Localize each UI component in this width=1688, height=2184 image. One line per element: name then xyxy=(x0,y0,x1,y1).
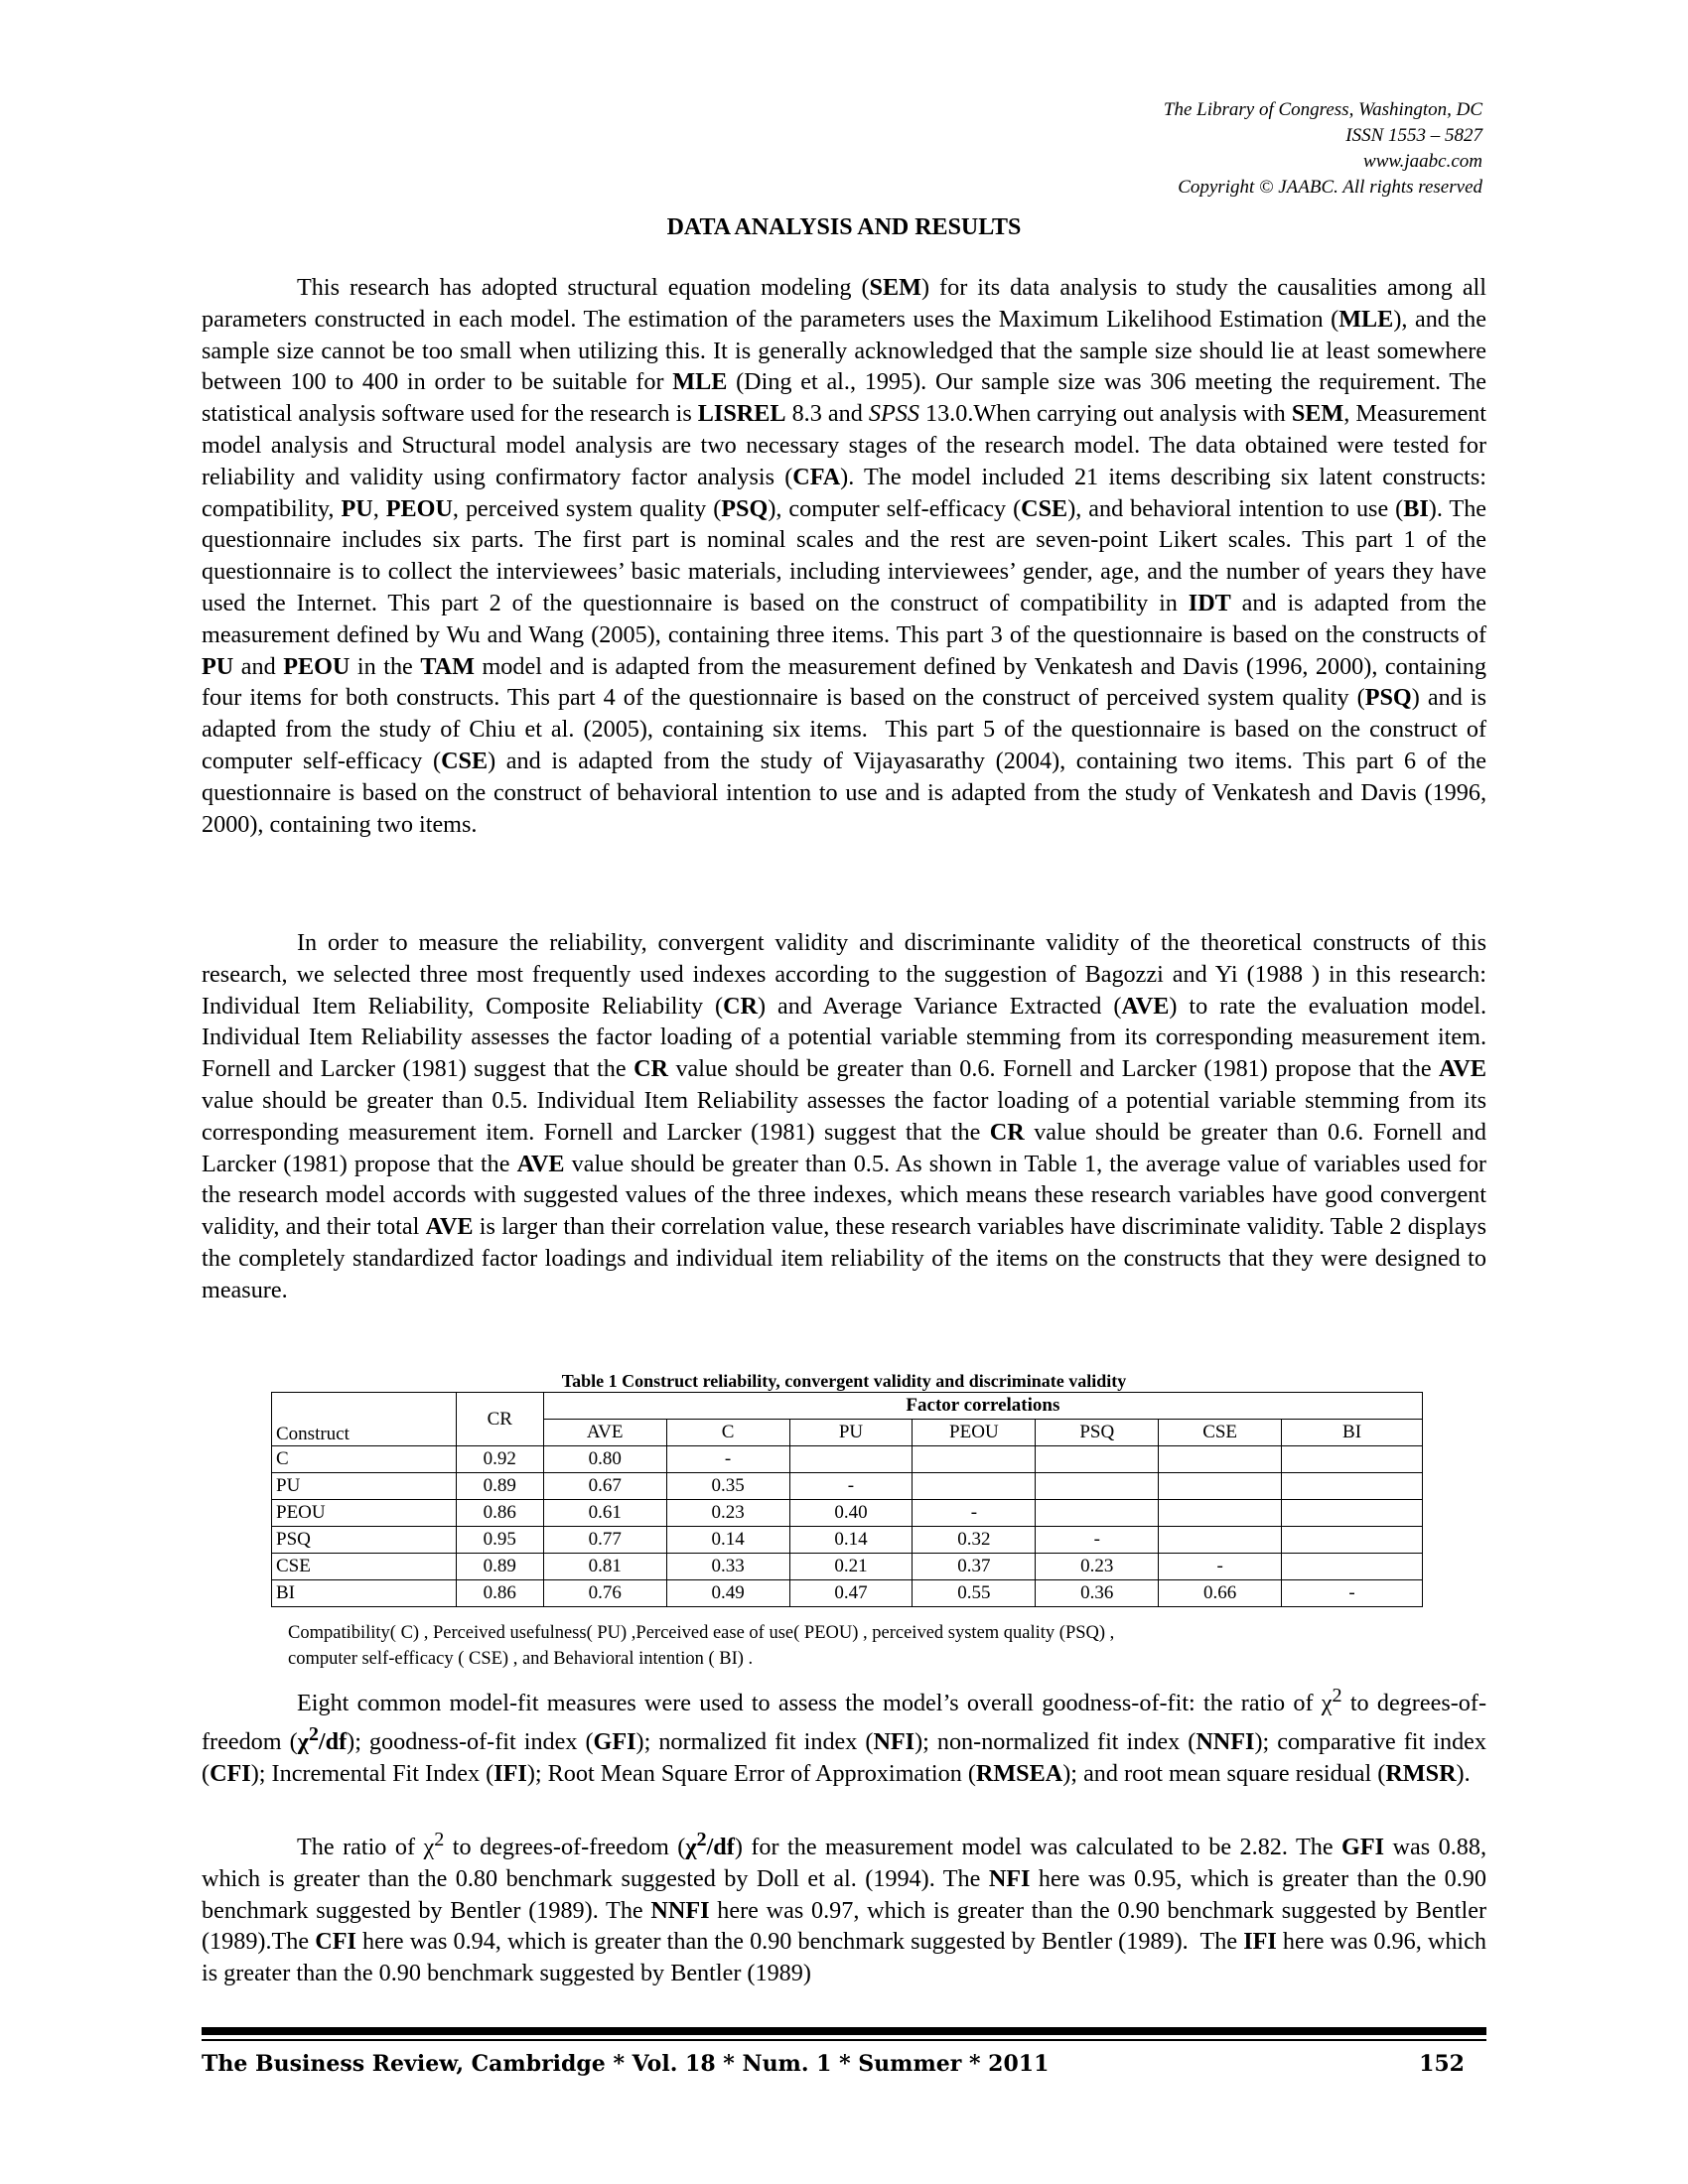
header-line-3: www.jaabc.com xyxy=(1363,151,1482,172)
table-cell: 0.55 xyxy=(913,1580,1036,1607)
table-cell: 0.66 xyxy=(1159,1580,1282,1607)
row-label: C xyxy=(272,1446,457,1473)
table-cell: 0.21 xyxy=(789,1554,913,1580)
table-cell: 0.23 xyxy=(666,1500,789,1527)
table-cell: - xyxy=(666,1446,789,1473)
table-cell: 0.92 xyxy=(456,1446,543,1473)
table-cell: - xyxy=(1159,1554,1282,1580)
table-cell: 0.76 xyxy=(543,1580,666,1607)
table-cell xyxy=(1036,1473,1159,1500)
construct-table xyxy=(271,1392,1423,1607)
header-line-2: ISSN 1553 – 5827 xyxy=(1345,125,1482,146)
table-cell: 0.80 xyxy=(543,1446,666,1473)
table-head-col: AVE xyxy=(543,1420,666,1446)
table-cell: 0.49 xyxy=(666,1580,789,1607)
table-cell xyxy=(789,1446,913,1473)
table-cell: 0.36 xyxy=(1036,1580,1159,1607)
header-line-1: The Library of Congress, Washington, DC xyxy=(1163,99,1482,120)
paragraph-1: This research has adopted structural equation modeling (SEM) for its data analysis to study the causalities among all parameters constructed in each model. The estimation of the parameters uses the Maximum Likelihood Estimation (MLE), and the sample size cannot be too small when utilizing this. It is generally acknowledged that the sample size should lie at least somewhere between 100 to 400 in order to be suitable for MLE (Ding et al., 1995). Our sample size was 306 meeting the requirement. The statistical analysis software used for the research is LISREL 8.3 and SPSS 13.0.When carrying out analysis with SEM, Measurement model analysis and Structural model analysis are two necessary stages of the research model. The data obtained were tested for reliability and validity using confirmatory factor analysis (CFA). The model included 21 items describing six latent constructs: compatibility, PU, PEOU, perceived system quality (PSQ), computer self-efficacy (CSE), and behavioral intention to use (BI). The questionnaire includes six parts. The first part is nominal scales and the rest are seven-point Likert scales. This part 1 of the questionnaire is to collect the interviewees’ basic materials, including interviewees’ gender, age, and the number of years they have used the Internet. This part 2 of the questionnaire is based on the construct of compatibility in IDT and is adapted from the measurement defined by Wu and Wang (2005), containing three items. This part 3 of the questionnaire is based on the constructs of PU and PEOU in the TAM model and is adapted from the measurement defined by Venkatesh and Davis (1996, 2000), containing four items for both constructs. This part 4 of the questionnaire is based on the construct of perceived system quality (PSQ) and is adapted from the study of Chiu et al. (2005), containing six items. This part 5 of the questionnaire is based on the construct of computer self-efficacy (CSE) and is adapted from the study of Vijayasarathy (2004), containing two items. This part 6 of the questionnaire is based on the construct of behavioral intention to use and is adapted from the study of Venkatesh and Davis (1996, 2000), containing two items. xyxy=(202,274,1487,838)
table-head-construct: Construct xyxy=(272,1393,457,1446)
paragraph-3: Eight common model-fit measures were used to assess the model’s overall goodness-of-fit: the ratio of $\chi^2$ to degrees-of-freedom $(\chi^2/df)$; goodness-of-fit index (GFI); normalized fit index (NFI); non-normalized fit index (NNFI); comparative fit index (CFI); Incremental Fit Index (IFI); Root Mean Square Error of Approximation (RMSEA); and root mean square residual (RMSR). xyxy=(202,1685,1486,1787)
table-cell: 0.37 xyxy=(913,1554,1036,1580)
page-header xyxy=(1164,97,1482,201)
footer-rule-thin xyxy=(202,2039,1486,2041)
table-cell xyxy=(913,1473,1036,1500)
table-cell: - xyxy=(1036,1527,1159,1554)
footer-rule-thick xyxy=(202,2027,1486,2035)
table-cell: 0.86 xyxy=(456,1580,543,1607)
paragraph-4: The ratio of $\chi^2$ to degrees-of-freedom $(\chi^2/df)$ for the measurement model was calculated to be 2.82. The GFI was 0.88, which is greater than the 0.80 benchmark suggested by Doll et al. (1994). The NFI here was 0.95, which is greater than the 0.90 benchmark suggested by Bentler (1989). The NNFI here was 0.97, which is greater than the 0.90 benchmark suggested by Bentler (1989).The CFI here was 0.94, which is greater than the 0.90 benchmark suggested by Bentler (1989). The IFI here was 0.96, which is greater than the 0.90 benchmark suggested by Bentler (1989) xyxy=(202,1829,1487,1987)
table-cell: 0.32 xyxy=(913,1527,1036,1554)
table-cell: 0.67 xyxy=(543,1473,666,1500)
table-cell: 0.81 xyxy=(543,1554,666,1580)
table-head-col: PSQ xyxy=(1036,1420,1159,1446)
table-cell: 0.77 xyxy=(543,1527,666,1554)
table-head-col: PU xyxy=(789,1420,913,1446)
table-row xyxy=(272,1446,1423,1473)
table-cell: 0.40 xyxy=(789,1500,913,1527)
table-row xyxy=(272,1580,1423,1607)
header-line-4: Copyright © JAABC. All rights reserved xyxy=(1178,177,1482,198)
table-head-col: C xyxy=(666,1420,789,1446)
table-cell xyxy=(1036,1446,1159,1473)
table-head-col: CSE xyxy=(1159,1420,1282,1446)
table-cell xyxy=(1159,1527,1282,1554)
table-cell: 0.14 xyxy=(789,1527,913,1554)
table-cell xyxy=(1159,1446,1282,1473)
table-cell xyxy=(913,1446,1036,1473)
table-head-col: BI xyxy=(1282,1420,1423,1446)
table-head-factor-correlations: Factor correlations xyxy=(543,1393,1422,1420)
table-cell: - xyxy=(789,1473,913,1500)
table-cell: 0.86 xyxy=(456,1500,543,1527)
table-cell: 0.47 xyxy=(789,1580,913,1607)
paragraph-2: In order to measure the reliability, convergent validity and discriminante validity of the theoretical constructs of this research, we selected three most frequently used indexes according to the suggestion of Bagozzi and Yi (1988 ) in this research: Individual Item Reliability, Composite Reliability (CR) and Average Variance Extracted (AVE) to rate the evaluation model. Individual Item Reliability assesses the factor loading of a potential variable stemming from its corresponding measurement item. Fornell and Larcker (1981) suggest that the CR value should be greater than 0.6. Fornell and Larcker (1981) propose that the AVE value should be greater than 0.5. Individual Item Reliability assesses the factor loading of a potential variable stemming from its corresponding measurement item. Fornell and Larcker (1981) suggest that the CR value should be greater than 0.6. Fornell and Larcker (1981) propose that the AVE value should be greater than 0.5. As shown in Table 1, the average value of variables used for the research model accords with suggested values of the three indexes, which means these research variables have good convergent validity, and their total AVE is larger than their correlation value, these research variables have discriminate validity. Table 2 displays the completely standardized factor loadings and individual item reliability of the items on the constructs that they were designed to measure. xyxy=(202,929,1486,1303)
table-cell: - xyxy=(1282,1580,1423,1607)
table-cell: 0.95 xyxy=(456,1527,543,1554)
table-cell: - xyxy=(913,1500,1036,1527)
table-cell xyxy=(1282,1473,1423,1500)
table-cell: 0.35 xyxy=(666,1473,789,1500)
table-head-cr: CR xyxy=(456,1393,543,1446)
table-cell xyxy=(1159,1473,1282,1500)
table-cell: 0.89 xyxy=(456,1473,543,1500)
table-cell: 0.14 xyxy=(666,1527,789,1554)
page-number: 152 xyxy=(1419,2051,1465,2077)
table-row xyxy=(272,1473,1423,1500)
table-note-line-1: Compatibility( C) , Perceived usefulness( PU) ,Perceived ease of use( PEOU) , perceived system quality (PSQ) , xyxy=(288,1623,1115,1643)
table-caption: Table 1 Construct reliability, convergent validity and discriminate validity xyxy=(561,1371,1127,1391)
table-note xyxy=(288,1620,1114,1672)
row-label: BI xyxy=(272,1580,457,1607)
table-cell xyxy=(1282,1527,1423,1554)
table-cell xyxy=(1282,1554,1423,1580)
row-label: CSE xyxy=(272,1554,457,1580)
table-row xyxy=(272,1527,1423,1554)
table-cell: 0.61 xyxy=(543,1500,666,1527)
table-row xyxy=(272,1554,1423,1580)
table-cell xyxy=(1036,1500,1159,1527)
journal-citation: The Business Review, Cambridge * Vol. 18 * Num. 1 * Summer * 2011 xyxy=(202,2051,1050,2077)
page-footer xyxy=(202,2051,1486,2077)
table-cell xyxy=(1282,1446,1423,1473)
table-cell: 0.23 xyxy=(1036,1554,1159,1580)
row-label: PSQ xyxy=(272,1527,457,1554)
row-label: PEOU xyxy=(272,1500,457,1527)
table-cell xyxy=(1159,1500,1282,1527)
table-cell xyxy=(1282,1500,1423,1527)
table-cell: 0.89 xyxy=(456,1554,543,1580)
table-cell: 0.33 xyxy=(666,1554,789,1580)
row-label: PU xyxy=(272,1473,457,1500)
table-note-line-2: computer self-efficacy ( CSE) , and Behavioral intention ( BI) . xyxy=(288,1649,754,1669)
table-row xyxy=(272,1500,1423,1527)
table-head-col: PEOU xyxy=(913,1420,1036,1446)
section-title: DATA ANALYSIS AND RESULTS xyxy=(666,214,1022,240)
